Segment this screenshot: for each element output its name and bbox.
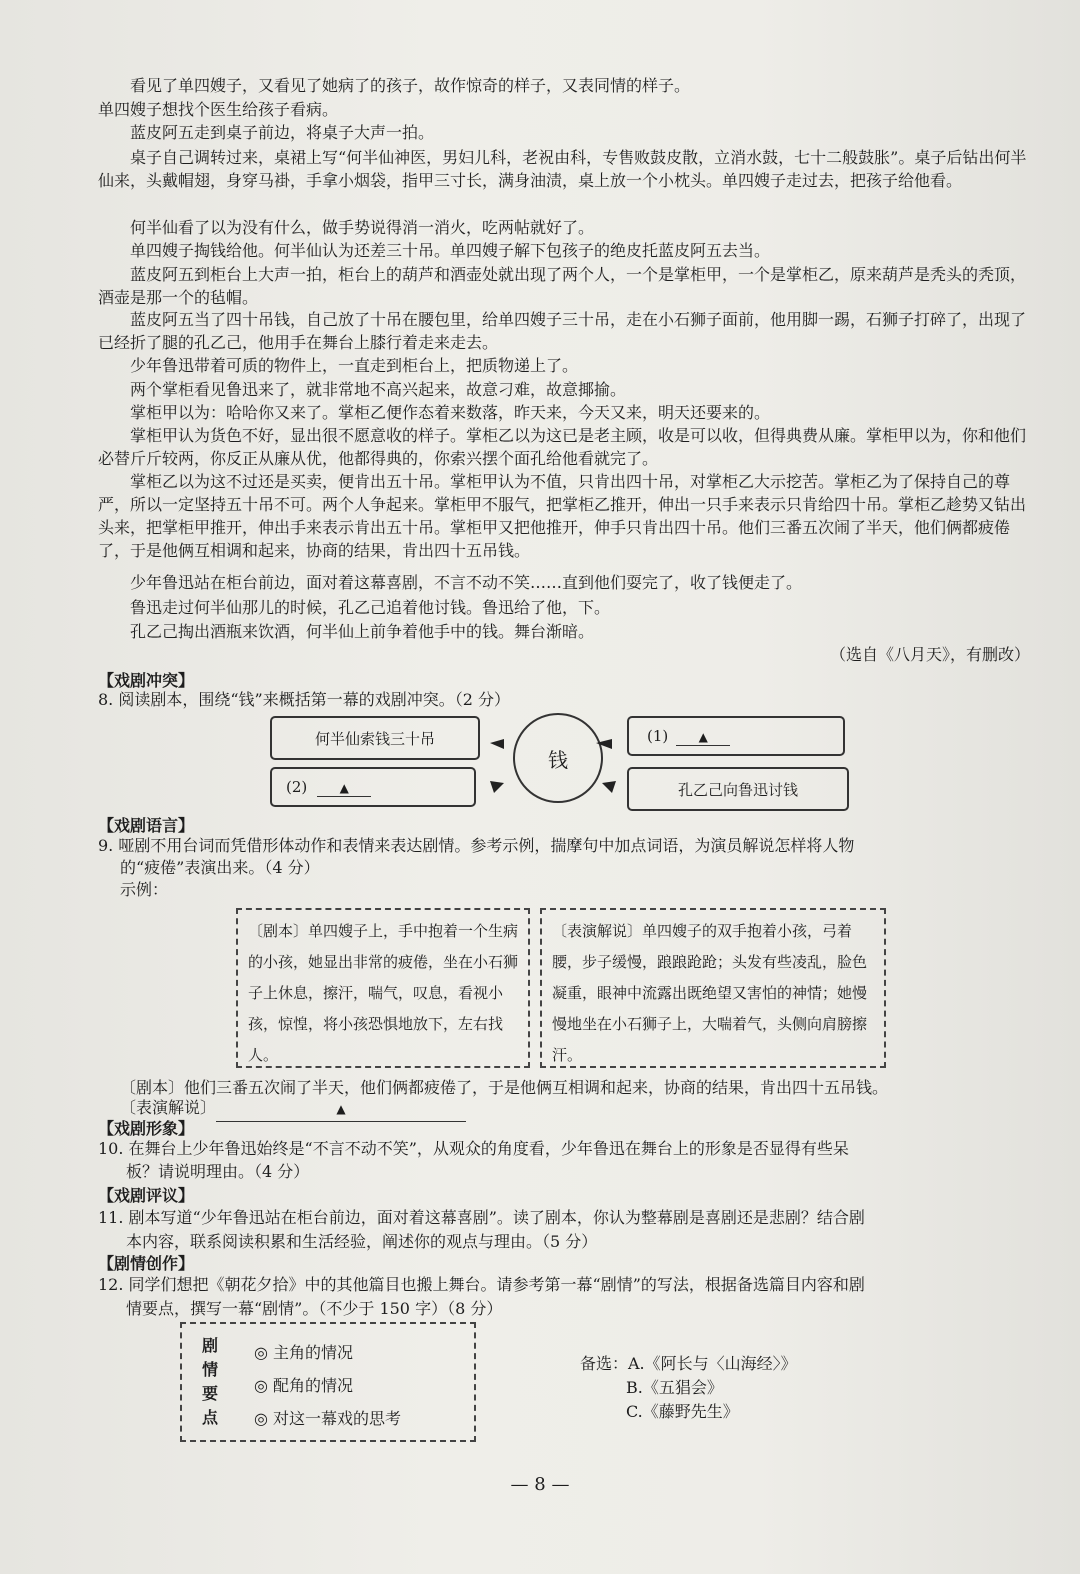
answer-blank[interactable] [676,727,730,746]
answer-blank[interactable] [317,778,371,797]
title-char: 情 [202,1360,219,1379]
section-heading: 【戏剧评议】 [98,1186,195,1205]
script-paragraph: 少年鲁迅站在柜台前边，面对着这幕喜剧，不言不动不笑……直到他们耍完了，收了钱便走了。 [130,573,803,592]
question-11-line1: 11. 剧本写道“少年鲁迅站在柜台前边，面对着这幕喜剧”。读了剧本，你认为整幕剧是喜剧还是悲剧？结合剧 [98,1208,865,1227]
conflict-box-2-label: (2) [286,778,308,796]
answer-label: 〔表演解说〕 [120,1098,217,1117]
conflict-box-4-text: 孔乙己向鲁迅讨钱 [677,780,798,799]
example-performance-text: 〔表演解说〕单四嫂子的双手抱着小孩，弓着腰，步子缓慢，踉踉跄跄；头发有些凌乱，脸色凝重，眼神中流露出既绝望又害怕的神情；她慢慢地坐在小石狮子上，大喘着气，头侧向肩膀擦汗。 [552,922,868,1064]
blank-marker: ▲ [336,1102,346,1116]
script-paragraph: 蓝皮阿五当了四十吊钱，自己放了十吊在腰包里，给单四嫂子三十吊，走在小石狮子面前，他用脚一踢，石狮子打碎了，出现了已经折了腿的孔乙己，他用手在舞台上膝行着走来走去。 [98,310,1027,352]
conflict-box-1 [270,716,480,760]
arrow-icon [490,781,504,793]
section-heading: 【戏剧形象】 [98,1119,195,1138]
arrow-icon [596,739,612,749]
title-char: 剧 [202,1336,219,1355]
script-paragraph: 蓝皮阿五走到桌子前边，将桌子大声一拍。 [130,123,435,142]
question-12-line2: 情要点，撰写一幕“剧情”。（不少于 150 字）（8 分） [126,1299,503,1318]
question-12-line1: 12. 同学们想把《朝花夕拾》中的其他篇目也搬上舞台。请参考第一幕“剧情”的写法，根据备选篇目内容和剧 [98,1275,865,1294]
example-script-box [236,908,530,1068]
question-9-line2: 的“疲倦”表演出来。（4 分） [120,858,320,877]
option-c: C.《藤野先生》 [626,1402,739,1421]
script-paragraph: 鲁迅走过何半仙那儿的时候，孔乙己追着他讨钱。鲁迅给了他，下。 [130,598,611,617]
conflict-box-3-label: (1) [647,727,669,745]
question-8: 8. 阅读剧本，围绕“钱”来概括第一幕的戏剧冲突。（2 分） [98,690,510,709]
answer-blank[interactable] [216,1096,466,1122]
source-citation: （选自《八月天》，有删改） [829,645,1030,664]
question-11-line2: 本内容，联系阅读积累和生活经验，阐述你的观点与理由。（5 分） [126,1232,598,1251]
script-paragraph: 何半仙看了以为没有什么，做手势说得消一消火，吃两帖就好了。 [130,218,595,237]
script-paragraph: 少年鲁迅带着可质的物件上，一直走到柜台上，把质物递上了。 [130,356,579,375]
script-paragraph: 桌子自己调转过来，桌裙上写“何半仙神医，男妇儿科，老祝由科，专售败鼓皮散，立消水鼓，七十二般鼓胀”。桌子后钻出何半仙来，头戴帽翅，身穿马褂，手拿小烟袋，指甲三寸长，满身油渍，桌上放一个小枕头。单四嫂子走过去，把孩子给他看。 [98,148,1027,190]
question-9-line1: 9. 哑剧不用台词而凭借形体动作和表情来表达剧情。参考示例，揣摩句中加点词语，为演员解说怎样将人物 [98,836,855,855]
example-performance-box [540,908,886,1068]
script-paragraph: 蓝皮阿五到柜台上大声一拍，柜台上的葫芦和酒壶处就出现了两个人，一个是掌柜甲，一个是掌柜乙，原来葫芦是秃头的秃顶，酒壶是那一个的毡帽。 [98,265,1027,307]
plot-point: ◎ 对这一幕戏的思考 [254,1409,402,1428]
arrow-icon [602,781,616,793]
option-b: B.《五猖会》 [626,1378,723,1397]
example-script-text: 〔剧本〕单四嫂子上，手中抱着一个生病的小孩，她显出非常的疲倦，坐在小石狮子上休息，擦汗，喘气，叹息，看视小孩，惊惶，将小孩恐惧地放下，左右找人。 [248,922,519,1064]
conflict-box-1-text: 何半仙索钱三十吊 [314,729,435,748]
plot-points-list [254,1336,401,1435]
option-list [580,1352,797,1424]
plot-point: ◎ 主角的情况 [254,1343,354,1362]
section-heading: 【剧情创作】 [98,1254,195,1273]
option-a: 备选：A.《阿长与〈山海经〉》 [580,1354,797,1373]
blank-marker: ▲ [698,729,708,744]
section-heading: 【戏剧语言】 [98,816,195,835]
script-paragraph: 单四嫂子掏钱给他。何半仙认为还差三十吊。单四嫂子解下包孩子的绝皮托蓝皮阿五去当。 [130,241,771,260]
title-char: 点 [202,1408,219,1427]
script-paragraph: 掌柜甲认为货色不好，显出很不愿意收的样子。掌柜乙以为这已是老主顾，收是可以收，但得典费从廉。掌柜甲以为，你和他们必替斤斤较两，你反正从廉从优，他都得典的，你索兴摆个面孔给他看就完了。 [98,426,1027,468]
script-paragraph: 单四嫂子想找个医生给孩子看病。 [98,100,339,119]
plot-point: ◎ 配角的情况 [254,1376,354,1395]
script-paragraph: 孔乙己掏出酒瓶来饮酒，何半仙上前争着他手中的钱。舞台渐暗。 [130,622,595,641]
script-paragraph: 掌柜乙以为这不过还是买卖，便肯出五十吊。掌柜甲认为不值，只肯出四十吊，对掌柜乙大示挖苦。掌柜乙为了保持自己的尊严，所以一定坚持五十吊不可。两个人争起来。掌柜甲不服气，把掌柜乙推开，伸出一只手来表示只肯给四十吊。掌柜乙趁势又钻出头来，把掌柜甲推开，伸出手来表示肯出五十吊。掌柜甲又把他推开，伸手只肯出四十吊。他们三番五次闹了半天，他们俩都疲倦了，于是他俩互相调和起来，协商的结果，肯出四十五吊钱。 [98,472,1027,560]
script-paragraph: 两个掌柜看见鲁迅来了，就非常地不高兴起来，故意刁难，故意揶揄。 [130,380,627,399]
plot-points-title [202,1334,224,1430]
section-heading: 【戏剧冲突】 [98,671,195,690]
script-paragraph: 看见了单四嫂子，又看见了她病了的孩子，故作惊奇的样子，又表同情的样子。 [130,76,691,95]
conflict-box-2[interactable] [270,767,476,807]
plot-points-box [180,1322,476,1442]
q9-script-line: 〔剧本〕他们三番五次闹了半天，他们俩都疲倦了，于是他俩互相调和起来，协商的结果，肯出四十五吊钱。 [120,1078,889,1097]
question-10-line2: 板？请说明理由。（4 分） [126,1162,310,1181]
conflict-box-4 [627,767,849,811]
center-text: 钱 [548,747,568,772]
conflict-box-3[interactable] [627,716,845,756]
title-char: 要 [202,1384,219,1403]
page-number: — 8 — [510,1474,570,1495]
arrows [480,725,630,800]
question-10-line1: 10. 在舞台上少年鲁迅始终是“不言不动不笑”，从观众的角度看，少年鲁迅在舞台上的形象是否显得有些呆 [98,1139,849,1158]
arrow-icon [490,739,504,749]
example-label: 示例： [120,880,169,899]
script-paragraph: 掌柜甲以为：哈哈你又来了。掌柜乙便作态着来数落，昨天来，今天又来，明天还要来的。 [130,403,771,422]
blank-marker: ▲ [339,780,349,795]
